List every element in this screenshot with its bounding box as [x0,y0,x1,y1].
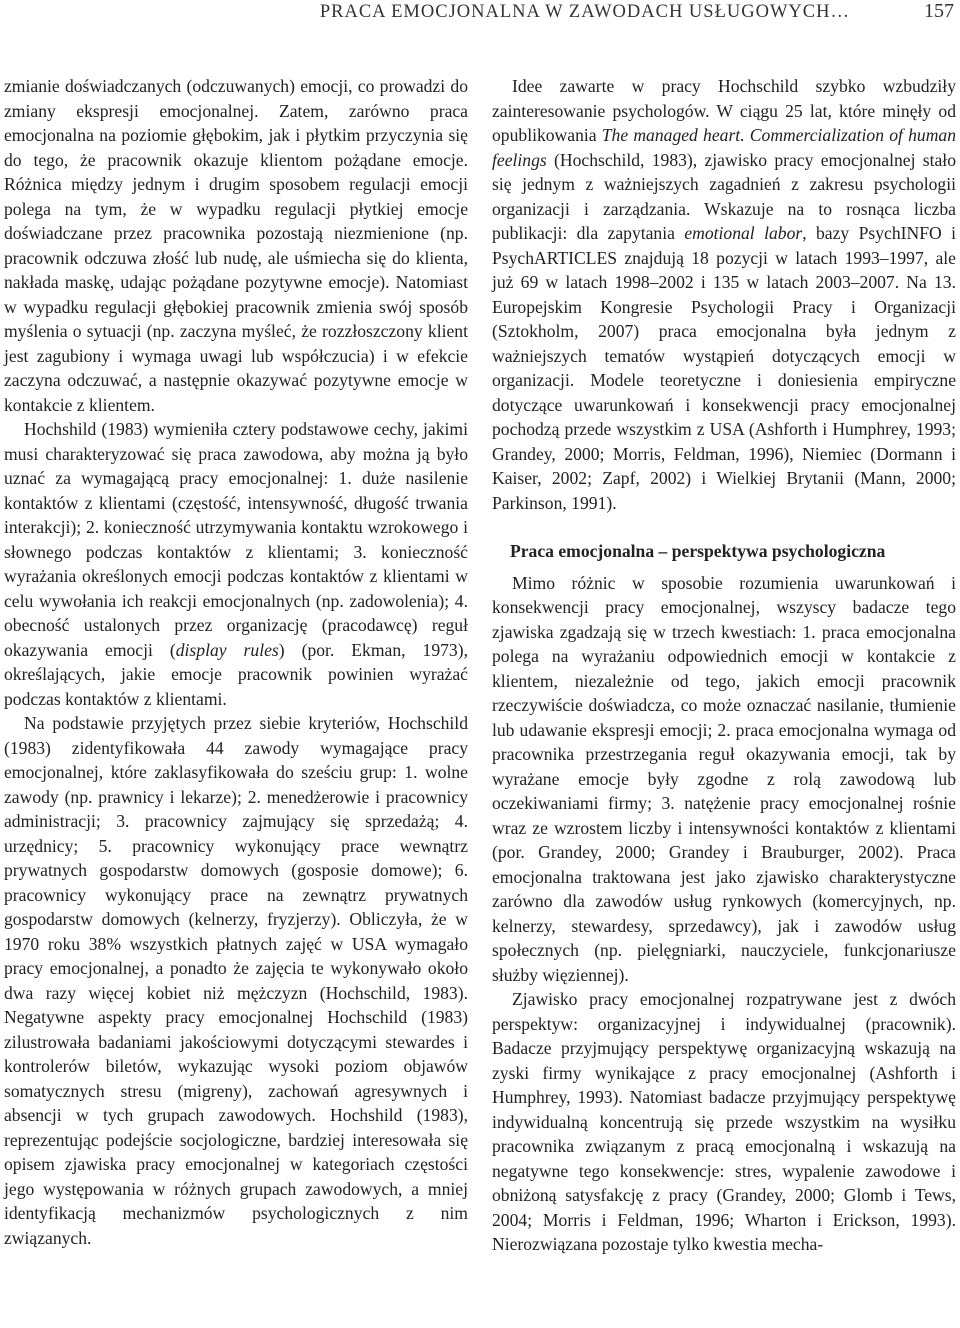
paragraph: Zjawisko pracy emocjonalnej rozpatrywane jest z dwóch perspektyw: organizacyjnej i indywidualnej (pracownik). Badacze przyjmujący perspektywę organizacyjną wskazują na zyski firmy wynikające z pracy emocjonalnej (Ashforth i Humphrey, 1993). Natomiast badacze przyjmujący perspektywę indywidualną koncentrują się przede wszystkim na wysiłku pracownika związanym z pracą emocjonalną i wskazują na negatywne tego konsekwencje: stres, wypalenie zawodowe i obniżoną satysfakcję z pracy (Grandey, 2000; Glomb i Tews, 2004; Morris i Feldman, 1996; Wharton i Erickson, 1993). Nierozwiązana pozostaje tylko kwestia mecha- [492,989,956,1254]
paragraph: Na podstawie przyjętych przez siebie kryteriów, Hochschild (1983) zidentyfikowała 44 zawody wymagające pracy emocjonalnej, które zaklasyfikowała do sześciu grup: 1. wolne zawody (np. prawnicy i lekarze); 2. menedżerowie i pracownicy administracji; 3. pracownicy zajmujący się sprzedażą; 4. urzędnicy; 5. pracownicy wykonujący prace wewnątrz prywatnych gospodarstw domowych (gosposie domowe); 6. pracownicy wykonujący prace na zewnątrz prywatnych gospodarstw domowych (kelnerzy, fryzjerzy). Obliczyła, że w 1970 roku 38% wszystkich płatnych zajęć w USA wymagało pracy emocjonalnej, a ponadto że zajęcia te wykonywało około dwa razy więcej kobiet niż mężczyzn (Hochschild, 1983). Negatywne aspekty pracy emocjonalnej Hochschild (1983) zilustrowała badaniami jakościowymi dotyczącymi stewardes i kontrolerów biletów, wykazując wysoki poziom objawów somatycznych stresu (migreny), zachowań agresywnych i absencji w tych grupach zawodowych. Hochshild (1983), reprezentując podejście socjologiczne, bardziej interesowała się opisem zjawiska pracy emocjonalnej w kategoriach częstości jego występowania w różnych grupach zawodowych, a mniej identyfikacją mechanizmów psychologicznych z nim związanych. [4,713,468,1248]
text-run: , bazy PsychINFO i PsychARTICLES znajdują 18 pozycji w latach 1993–1997, ale już 69 w latach 1998–2002 i 135 w latach 2003–2007. Na 13. Europejskim Kongresie Psychologii Pracy i Organizacji (Sztokholm, 2007) praca emocjonalna była jednym z ważniejszych tematów wystąpień dotyczących emocji w organizacji. Modele teoretyczne i doniesienia empiryczne dotyczące uwarunkowań i konsekwencji pracy emocjonalnej pochodzą przede wszystkim z USA (Ashforth i Humphrey, 1993; Grandey, 2000; Morris, Feldman, 1996), Niemiec (Dormann i Kaiser, 2002; Zapf, 2002) i Wielkiej Brytanii (Mann, 2000; Parkinson, 1991). [492,223,956,513]
text-run: (Hochschild, 1983), zjawisko pracy emocjonalnej stało się jednym z ważniejszych zagadnień z zakresu psychologii organizacji i zarządzania. Wskazuje na to rosnąca liczba publikacji: dla zapytania [492,149,956,243]
right-column [492,74,956,1257]
paragraph [4,417,468,711]
paragraph: Mimo różnic w sposobie rozumienia uwarunkowań i konsekwencji pracy emocjonalnej, wszyscy badacze tego zjawiska zgadzają się w trzech kwestiach: 1. praca emocjonalna polega na wyrażaniu odpowiednich emocji w kontakcie z klientem, niezależnie od tego, jakich emocji pracownik rzeczywiście doświadcza, co może oznaczać nasilanie, tłumienie lub udawanie ekspresji emocji; 2. praca emocjonalna wymaga od pracownika przestrzegania reguł okazywania emocji, tak by wyrażane emocje były zgodne z rolą zawodową lub oczekiwaniami firmy; 3. natężenie pracy emocjonalnej rośnie wraz ze wzrostem liczby i intensywności kontaktów z klientami (por. Grandey, 2000; Grandey i Brauburger, 2002). Praca emocjonalna traktowana jest jako zjawisko charakterystyczne zarówno dla zawodów usług rynkowych (komercyjnych, np. kelnerzy, stewardesy, sprzedawcy), jak i zawodów usług społecznych (np. pielęgniarki, nauczyciele, funkcjonariusze służby więziennej). [492,572,956,985]
left-column [4,74,468,1250]
text-run: ) (por. Ekman, 1973), określających, jakie emocje pracownik powinien wyrażać podczas kontaktów z klientami. [4,639,468,709]
italic-term: emotional labor [684,223,803,243]
italic-book-title: The managed heart. Commercialization of human feelings [492,125,956,170]
paragraph: zmianie doświadczanych (odczuwanych) emocji, co prowadzi do zmiany ekspresji emocjonalnej. Zatem, zarówno praca emocjonalna na poziomie głębokim, jak i płytkim przyczynia się do tego, że pracownik okazuje klientom pożądane emocje. Różnica między jednym i drugim sposobem regulacji emocji polega na tym, że w wypadku regulacji płytkiej emocje doświadczane przez pracownika pozostają niezmienione (np. pracownik odczuwa złość lub nudę, ale uśmiecha się do klienta, nakłada maskę, udając pożądane pozytywne emocje). Natomiast w wypadku regulacji głębokiej pracownik zmienia swój sposób myślenia o sytuacji (np. zaczyna myśleć, że rozzłoszczony klient jest zagubiony i wymaga uwagi lub współczucia) i w efekcie zaczyna odczuwać, a następnie okazywać pozytywne emocje w kontakcie z klientem. [4,76,468,415]
paragraph [492,74,956,515]
text-run: Hochshild (1983) wymieniła cztery podstawowe cechy, jakimi musi charakteryzować się praca zawodowa, aby można ją było uznać za wymagającą pracy emocjonalnej: 1. duże nasilenie kontaktów z klientami (częstość, intensywność, długość trwania interakcji); 2. konieczność utrzymywania kontaktu wzrokowego i słownego podczas kontaktów z klientami; 3. konieczność wyrażania określonych emocji podczas kontaktów z klientami w celu wywołania ich reakcji emocjonalnych (np. zadowolenia); 4. obecność ustalonych przez organizację (pracodawcę) reguł okazywania emocji ( [4,419,468,660]
page-number: 157 [924,0,954,22]
section-heading: Praca emocjonalna – perspektywa psychologiczna [510,541,886,561]
text-run: Idee zawarte w pracy Hochschild szybko wzbudziły zainteresowanie psychologów. W ciągu 25 lat, które minęły od opublikowania [492,76,956,145]
running-title: PRACA EMOCJONALNA W ZAWODACH USŁUGOWYCH… [319,2,850,22]
running-header [0,0,960,40]
italic-term: display rules [175,639,279,660]
